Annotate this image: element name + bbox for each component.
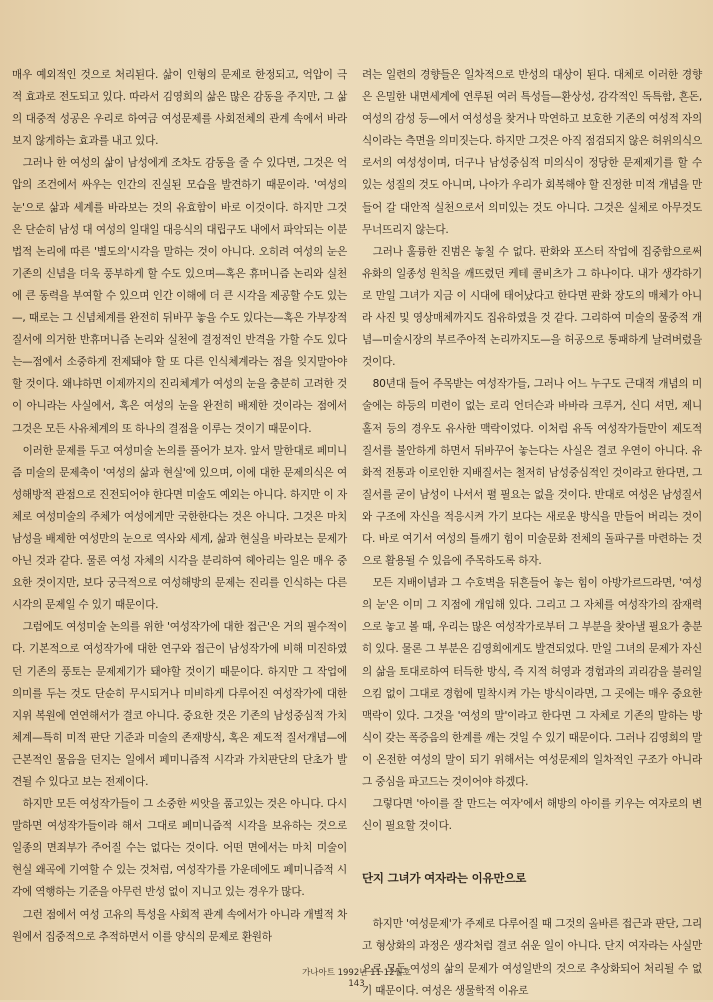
paragraph: 려는 일련의 경향들은 일차적으로 반성의 대상이 된다. 대체로 이러한 경향은 은밀한 내면세계에 연루된 여러 특성들—환상성, 감각적인 독특함, 흔돈, 여성의 감성 등—에서 여성성을 찾거나 막연하고 보호한 기존의 여성적 자의식이라는 측면을 의미짓는다. 하지만 그것은 아직 점검되지 않은 허위의식으로서의 여성성이며, 더구나 남성중심적 미의식이 정당한 문제제기를 할 수 있는 성질의 것도 아니며, 나아가 우리가 회복해야 할 진정한 미적 개념을 만들어 갈 대안적 실천으로서 의미있는 것도 아니다. 그것은 실체로 아무것도 무너뜨리지 않는다.	[362, 69, 702, 236]
paragraph: 그럼에도 여성미술 논의를 위한 '여성작가에 대한 접근'은 거의 필수적이다. 기본적으로 여성작가에 대한 연구와 접근이 남성작가에 비해 미진하였던 기존의 풍토는 문제제기가 돼야할 것이기 때문이다. 하지만 그 작업에 의미를 두는 것도 단순히 무시되거나 미비하게 다루어진 여성작가에 대한 지위 복원에 연연해서가 결코 아니다. 중요한 것은 기존의 남성중심적 가치체계—특히 미적 판단 기준과 미술의 존재방식, 혹은 제도적 질서개념—에 근본적인 물음을 던지는 일에서 페미니즘적 시각과 가치판단의 단초가 발견될 수 있다고 보는 전제이다.	[12, 621, 347, 788]
paragraph: 하지만 '여성문제'가 주제로 다루어질 때 그것의 올바른 접근과 판단, 그리고 형상화의 과정은 생각처럼 결코 쉬운 일이 아니다. 단지 여자라는 사실만으로 모든 여성의 삶의 문제가 여성일반의 것으로 추상화되어 처리될 수 없기 때문이다. 여성은 생물학적 이유로	[362, 918, 702, 997]
paragraph: 80년대 들어 주목받는 여성작가들, 그러나 어느 누구도 근대적 개념의 미술에는 하등의 미련이 없는 로리 언더슨과 바바라 크루거, 신디 셔먼, 제니 홀저 등의 경우도 유사한 맥락이었다. 이처럼 유독 여성작가들만이 제도적 질서를 불안하게 하면서 뒤바꾸어 놓는다는 사실은 결코 우연이 아니다. 유화적 전통과 이로인한 지배질서는 철저히 남성중심적인 것이라고 한다면, 그 질서를 굳이 남성이 나서서 펼 필요는 없을 것이다. 반대로 여성은 남성질서와 구조에 자신을 적응시켜 가기 보다는 새로운 방식을 만들어 버리는 것이다. 바로 여기서 여성의 틀깨기 힘이 미술문화 전체의 돌파구를 마련하는 것으로 활용될 수 있음에 주목하도록 하자.	[362, 378, 702, 568]
paragraph: 하지만 모든 여성작가들이 그 소중한 씨앗을 품고있는 것은 아니다. 다시 말하면 여성작가들이라 해서 그대로 페미니즘적 시각을 보유하는 것으로 일종의 면죄부가 주어질 수는 없다는 것이다. 어떤 면에서는 마치 미술이 현실 왜곡에 기여할 수 있는 것처럼, 여성작가를 가운데에도 페미니즘적 시각에 역행하는 기준을 아무런 반성 없이 지니고 있는 경우가 많다.	[12, 798, 347, 899]
paragraph: 그러나 훌륭한 진범은 놓칠 수 없다. 판화와 포스터 작업에 집중함으로써 유화의 일종성 원칙을 깨뜨렸던 케테 콜비츠가 그 하나이다. 내가 생각하기로 만일 그녀가 지금 이 시대에 태어났다고 한다면 판화 장도의 매체가 아니라 사진 및 영상매체까지도 집유하였을 것 같다. 그리하여 미술의 물중적 개념—미술시장의 부르주아적 논리까지도—을 허공으로 통패하게 날려버렸을 것이다.	[362, 245, 702, 369]
page-number: 143	[348, 979, 365, 989]
page-footer	[0, 968, 713, 990]
issue-label: 가나아트 1992년 11·12월호	[302, 968, 411, 978]
section-heading: 단지 그녀가 여자라는 이유만으로	[362, 871, 527, 886]
paragraph: 모든 지배이념과 그 수호벽을 뒤흔들어 놓는 힘이 아방가르드라면, '여성의 눈'은 이미 그 지점에 개입해 있다. 그리고 그 자체를 여성작가의 잠재력으로 놓고 볼 때, 우리는 많은 여성작가로부터 그 부분을 찾아낼 필요가 충분히 있다. 물론 그 부분은 김영희에게도 발견되었다. 만일 그녀의 문제가 자신의 삶을 토대로하여 터득한 방식, 즉 지적 허영과 경험과의 괴리감을 불러일으킴 없이 그대로 경험에 밀착시켜 가는 방식이라면, 그 곳에는 매우 중요한 맥락이 있다. 그것을 '여성의 말'이라고 한다면 그 자체로 기존의 말하는 방식이 갖는 폭증음의 한계를 깨는 것일 수 있기 때문이다. 그러나 김영희의 말이 온전한 여성의 말이 되기 위해서는 여성문제의 일차적인 구조가 아니라 그 중심을 파고드는 것이어야 하겠다.	[362, 577, 702, 788]
left-text-column	[12, 64, 347, 948]
paragraph: 이러한 문제를 두고 여성미술 논의를 풀어가 보자. 앞서 말한대로 페미니즘 미술의 문제축이 '여성의 삶과 현실'에 있으며, 이에 대한 문제의식은 여성해방적 관점으로 진전되어야 한다면 미술도 예외는 아니다. 하지만 이 자체로 여성미술의 주체가 여성에게만 국한한다는 것은 아니다. 그것은 마치 남성을 배제한 여성만의 눈으로 역사와 세계, 삶과 현실을 바라보는 문제가 아닌 것과 같다. 물론 여성 자체의 시각을 분리하여 헤아리는 일은 매우 중요한 것이지만, 보다 궁극적으로 여성해방의 문제는 진리를 인식하는 다른 시각의 문제일 수 있기 때문이다.	[12, 444, 347, 612]
right-text-column	[362, 64, 702, 1002]
paragraph: 그러나 한 여성의 삶이 남성에게 조차도 감동을 줄 수 있다면, 그것은 억압의 조건에서 싸우는 인간의 진실된 모습을 발견하기 때문이라. '여성의 눈'으로 삶과 세계를 바라보는 것의 유효함이 바로 이것이다. 하지만 그것은 단순히 남성 대 여성의 일대일 대응식의 대립구도 내에서 파악되는 이분법적 논리에 따른 '별도의'시각을 말하는 것이 아니다. 오히려 여성의 눈은 기존의 신념을 더욱 풍부하게 할 수도 있으며—혹은 휴머니즘 논리와 실천에 큰 동력을 부여할 수 있으며 인간 이해에 더 큰 시각을 제공할 수도 있는—, 때로는 그 신념체계를 완전히 뒤바꾸 놓을 수도 있다는—혹은 가부장적 질서에 의거한 반휴머니즘 논리와 실천에 결정적인 반격을 가할 수도 있다는—점에서 소중하게 전제돼야 할 또 다른 인식체계라는 점을 잊지말아야 할 것이다. 왜냐하면 이제까지의 진리체계가 여성의 눈을 충분히 고려한 것이 아니라는 사실에서, 혹은 여성의 눈을 완전히 배제한 것이라는 점에서 그것은 모든 사유체계의 또 하나의 결점을 이루는 것이기 때문이다.	[12, 157, 347, 435]
paragraph: 그렇다면 '아이를 잘 만드는 여자'에서 해방의 아이를 키우는 여자로의 변신이 필요할 것이다.	[362, 798, 702, 833]
paragraph: 그런 점에서 여성 고유의 특성을 사회적 관계 속에서가 아니라 개별적 차원에서 집중적으로 추적하면서 이를 양식의 문제로 환원하	[12, 908, 347, 943]
paragraph: 매우 예외적인 것으로 처리된다. 삶이 인형의 문제로 한정되고, 억압이 극적 효과로 전도되고 있다. 따라서 김영희의 삶은 많은 감동을 주지만, 그 삶의 대중적 성공은 우리로 하여금 여성문제를 사회전체의 관계 속에서 바라보지 않게하는 효과를 내고 있다.	[12, 69, 347, 148]
